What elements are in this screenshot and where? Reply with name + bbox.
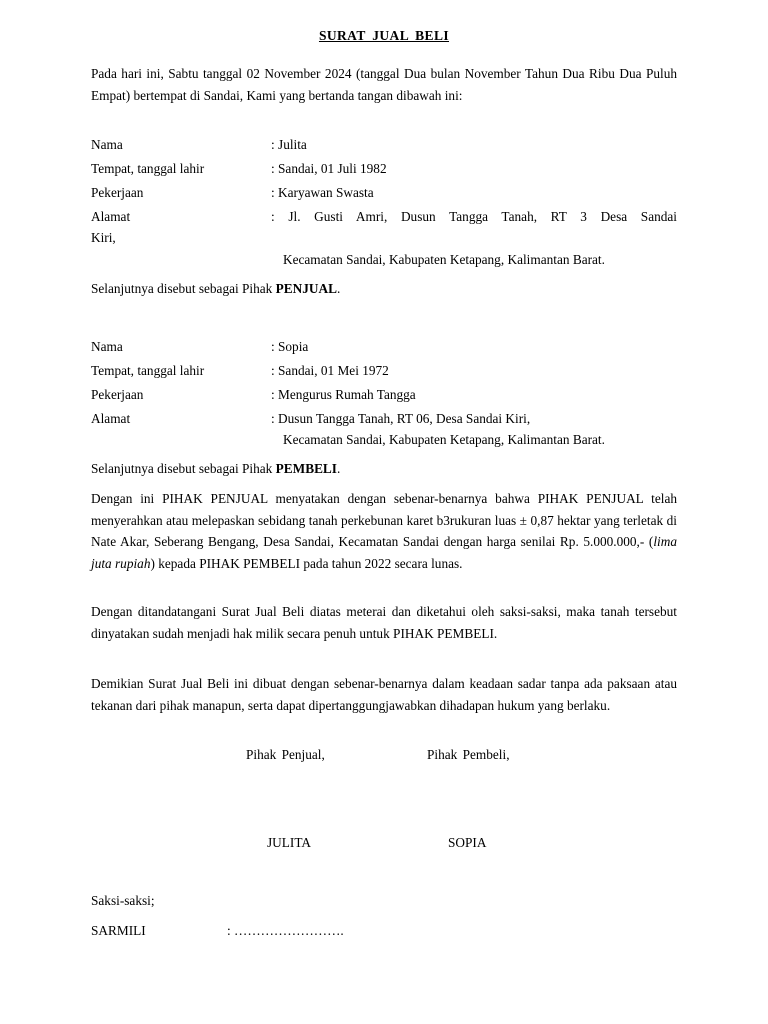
buyer-designation-prefix: Selanjutnya disebut sebagai Pihak [91, 461, 276, 476]
ownership-paragraph: Dengan ditandatangani Surat Jual Beli diatas meterai dan diketahui oleh saksi-saksi, maka tanah tersebut dinyatakan sudah menjadi hak milik secara penuh untuk PIHAK PEMBELI. [91, 604, 677, 641]
buyer-name-row [91, 337, 677, 357]
buyer-designation-suffix: . [336, 461, 341, 476]
witness-signature-line: : ……………………. [227, 923, 344, 938]
buyer-name-value: : Sopia [271, 339, 309, 354]
buyer-name-label: Nama [91, 339, 123, 354]
buyer-birth-label: Tempat, tanggal lahir [91, 363, 205, 378]
buyer-job-label: Pekerjaan [91, 387, 144, 402]
seller-designation-suffix: . [336, 281, 341, 296]
buyer-address-line1: : Dusun Tangga Tanah, RT 06, Desa Sandai Kiri, [271, 411, 531, 426]
seller-signature-name: JULITA [267, 835, 311, 850]
seller-job-label: Pekerjaan [91, 185, 144, 200]
buyer-address-label: Alamat [91, 411, 131, 426]
buyer-job-value: : Mengurus Rumah Tangga [271, 387, 416, 402]
seller-address-line2: Kecamatan Sandai, Kabupaten Ketapang, Kalimantan Barat. [283, 252, 605, 267]
seller-name-label: Nama [91, 137, 123, 152]
buyer-address-line2: Kecamatan Sandai, Kabupaten Ketapang, Kalimantan Barat. [283, 432, 605, 447]
witness-name: SARMILI [91, 923, 146, 938]
document-title: SURAT JUAL BELI [318, 28, 450, 43]
buyer-signature-name: SOPIA [448, 835, 487, 850]
buyer-job-row [91, 385, 677, 405]
buyer-birth-value: : Sandai, 01 Mei 1972 [271, 363, 389, 378]
seller-designation-role: PENJUAL [275, 281, 337, 296]
transfer-text-b: ) kepada PIHAK PEMBELI pada tahun 2022 secara lunas. [150, 555, 463, 571]
seller-job-value: : Karyawan Swasta [271, 185, 374, 200]
intro-paragraph: Pada hari ini, Sabtu tanggal 02 November 2024 (tanggal Dua bulan November Tahun Dua Ribu Dua Puluh Empat) bertempat di Sandai, Kami yang bertanda tangan dibawah ini: [91, 66, 677, 103]
seller-name-value: : Julita [271, 137, 307, 152]
closing-paragraph: Demikian Surat Jual Beli ini dibuat dengan sebenar-benarnya dalam keadaan sadar tanpa ada paksaan atau tekanan dari pihak manapun, serta dapat dipertanggungjawabkan dihadapan hukum yang berlaku. [91, 676, 677, 713]
seller-address-wrap: Kiri, [91, 230, 116, 245]
seller-address-label: Alamat [91, 209, 131, 224]
buyer-address-row [91, 409, 677, 429]
seller-address-line1: : Jl. Gusti Amri, Dusun Tangga Tanah, RT 3 Desa Sandai [271, 209, 677, 224]
seller-designation [91, 279, 340, 299]
seller-birth-value: : Sandai, 01 Juli 1982 [271, 161, 387, 176]
buyer-birth-row [91, 361, 677, 381]
seller-signature-label: Pihak Penjual, [246, 747, 325, 762]
transfer-paragraph [91, 488, 677, 574]
seller-job-row [91, 183, 677, 203]
witnesses-heading: Saksi-saksi; [91, 893, 155, 908]
price-in-words: lima juta rupiah [91, 534, 677, 571]
buyer-designation [91, 459, 340, 479]
buyer-designation-role: PEMBELI [275, 461, 337, 476]
transfer-text-a: Dengan ini PIHAK PENJUAL menyatakan dengan sebenar-benarnya bahwa PIHAK PENJUAL telah menyerahkan atau melepaskan sebidang tanah perkebunan karet b3rukuran luas ± 0,87 hektar yang terletak di Nate Akar, Seberang Bengang, Desa Sandai, Kecamatan Sandai dengan harga senilai Rp. 5.000.000,- ( [91, 491, 677, 549]
seller-name-row [91, 135, 677, 155]
buyer-signature-label: Pihak Pembeli, [427, 747, 510, 762]
seller-birth-label: Tempat, tanggal lahir [91, 161, 205, 176]
seller-birth-row [91, 159, 677, 179]
seller-designation-prefix: Selanjutnya disebut sebagai Pihak [91, 281, 276, 296]
